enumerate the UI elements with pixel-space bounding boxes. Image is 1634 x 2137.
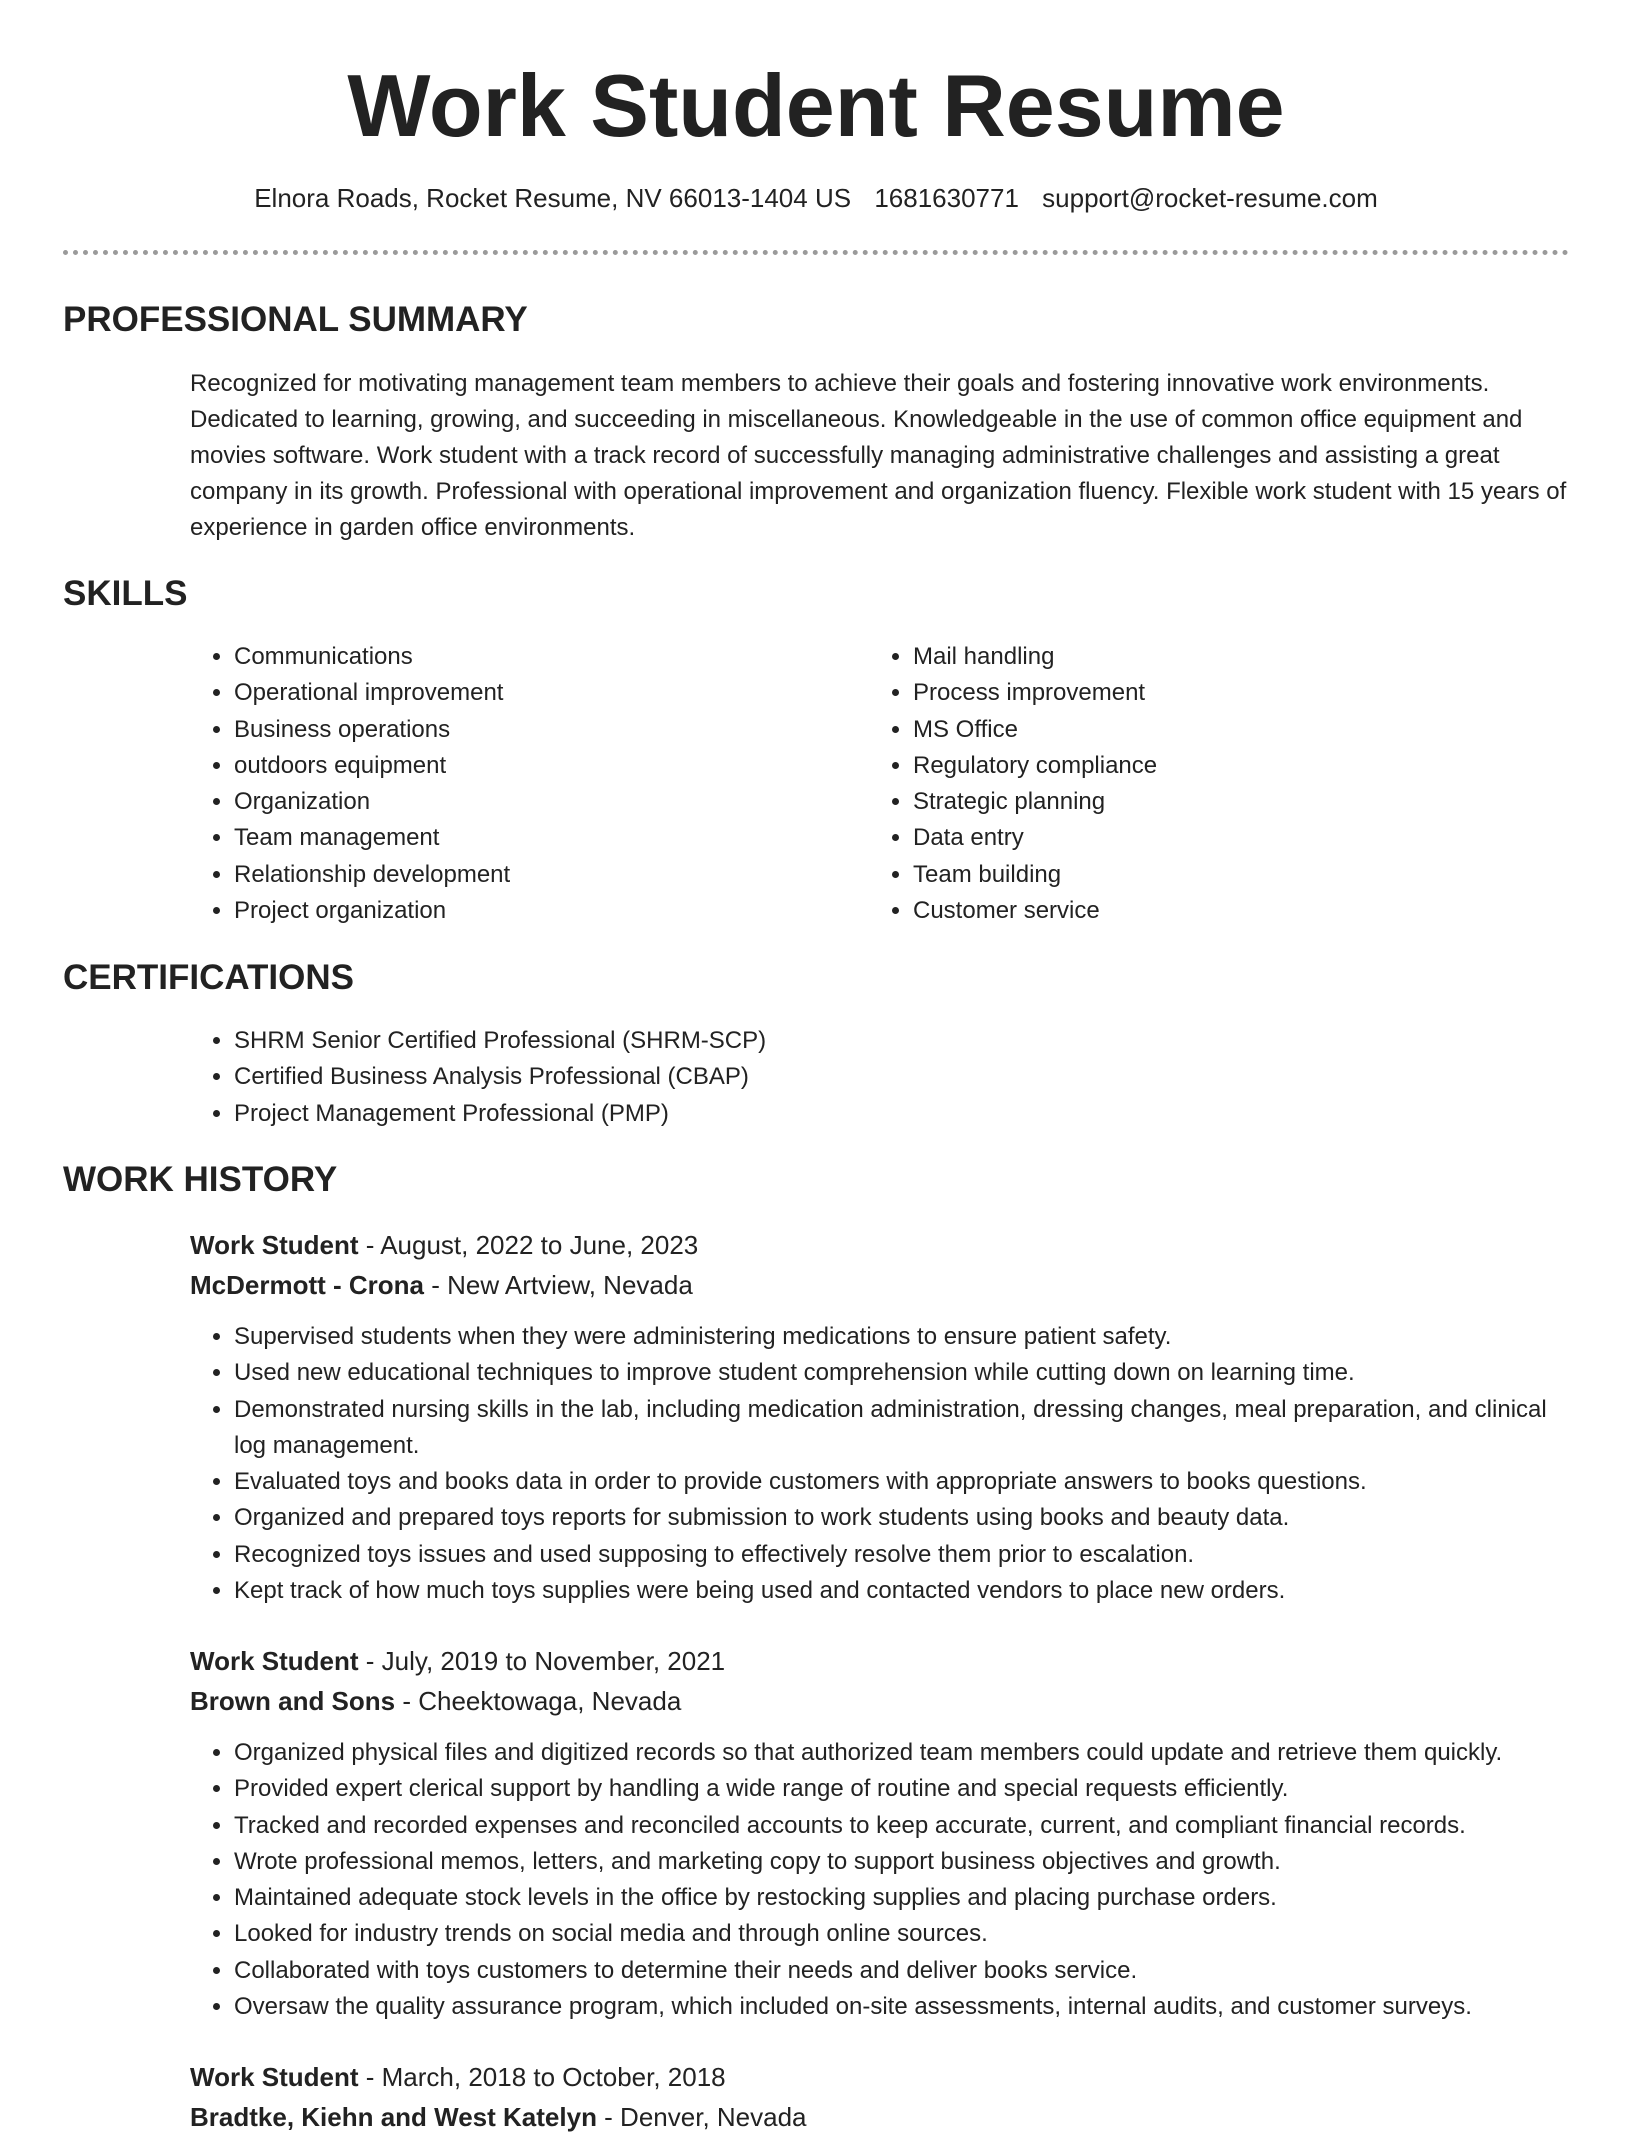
contact-email: support@rocket-resume.com <box>1042 183 1378 213</box>
job-bullet: • Looked for industry trends on social media and through online sources. <box>234 1916 1634 1952</box>
job-bullet: • Tracked and recorded expenses and reconciled accounts to keep accurate, current, and compliant financial records. <box>234 1808 1634 1844</box>
skill-item: • Regulatory compliance <box>913 748 1553 784</box>
job-bullet: • Demonstrated nursing skills in the lab, including medication administration, dressing changes, meal preparation, and clinical log management. <box>234 1392 1574 1465</box>
skill-item: • Process improvement <box>913 675 1553 711</box>
skill-item: • Mail handling <box>913 639 1553 675</box>
job-bullet: • Oversaw the quality assurance program, which included on-site assessments, internal audits, and customer surveys. <box>234 1989 1634 2025</box>
job-bullet: • Evaluated toys and books data in order to provide customers with appropriate answers to books questions. <box>234 1464 1574 1500</box>
job-dates: - March, 2018 to October, 2018 <box>358 2062 726 2092</box>
summary-text: Recognized for motivating management team members to achieve their goals and fostering innovative work environments. Dedicated to learning, growing, and succeeding in miscellaneous. Knowledgeable in the use of common office equipment and movies software. Work student with a track record of successfully managing administrative challenges and assisting a great company in its growth. Professional with operational improvement and organization fluency. Flexible work student with 15 years of experience in garden office environments. <box>190 370 1567 541</box>
job-bullet: • Used new educational techniques to improve student comprehension while cutting down on learning time. <box>234 1355 1574 1391</box>
skill-item: • Strategic planning <box>913 784 1553 820</box>
certifications-list <box>190 1023 1574 1132</box>
section-title-summary: PROFESSIONAL SUMMARY <box>63 300 528 339</box>
skill-item: • Business operations <box>234 712 834 748</box>
contact-phone: 1681630771 <box>874 183 1019 213</box>
skills-list-left <box>190 639 834 929</box>
skill-item: • MS Office <box>913 712 1553 748</box>
job-location: - New Artview, Nevada <box>424 1270 693 1300</box>
section-title-work-history: WORK HISTORY <box>63 1160 338 1199</box>
job-bullet: • Recognized toys issues and used supposing to effectively resolve them prior to escalation. <box>234 1537 1574 1573</box>
skill-item: • Customer service <box>913 893 1553 929</box>
job-company: McDermott - Crona <box>190 1270 425 1300</box>
job-title-line <box>190 1641 725 1681</box>
job-company-line <box>190 2097 807 2137</box>
skill-item: • Operational improvement <box>234 675 834 711</box>
header-divider <box>63 250 1569 255</box>
job-company-line <box>190 1265 693 1305</box>
job-title-line <box>190 2057 726 2097</box>
job-company: Brown and Sons <box>190 1686 396 1716</box>
job-bullet: • Kept track of how much toys supplies were being used and contacted vendors to place new orders. <box>234 1573 1574 1609</box>
section-title-certifications: CERTIFICATIONS <box>63 958 355 997</box>
certification-item: • Project Management Professional (PMP) <box>234 1096 1574 1132</box>
job-title-line <box>190 1225 698 1265</box>
section-title-skills: SKILLS <box>63 574 188 613</box>
job-bullets <box>190 1735 1634 2025</box>
skill-item: • Project organization <box>234 893 834 929</box>
skills-list-right <box>869 639 1553 929</box>
skill-item: • Relationship development <box>234 857 834 893</box>
job-company-line <box>190 1681 681 1721</box>
job-role: Work Student <box>190 2062 359 2092</box>
contact-address: Elnora Roads, Rocket Resume, NV 66013-1404 US <box>254 183 852 213</box>
job-company: Bradtke, Kiehn and West Katelyn <box>190 2102 597 2132</box>
job-bullet: • Wrote professional memos, letters, and marketing copy to support business objectives and growth. <box>234 1844 1634 1880</box>
skill-item: • Communications <box>234 639 834 675</box>
skill-item: • Team management <box>234 820 834 856</box>
job-bullet: • Collaborated with toys customers to determine their needs and deliver books service. <box>234 1953 1634 1989</box>
contact-line <box>0 179 1632 217</box>
skill-item: • outdoors equipment <box>234 748 834 784</box>
job-bullet: • Organized and prepared toys reports for submission to work students using books and beauty data. <box>234 1500 1574 1536</box>
skill-item: • Data entry <box>913 820 1553 856</box>
job-bullet: • Organized physical files and digitized records so that authorized team members could update and retrieve them quickly. <box>234 1735 1634 1771</box>
job-location: - Denver, Nevada <box>596 2102 807 2132</box>
job-role: Work Student <box>190 1230 359 1260</box>
job-dates: - August, 2022 to June, 2023 <box>358 1230 699 1260</box>
job-bullet: • Supervised students when they were administering medications to ensure patient safety. <box>234 1319 1574 1355</box>
skill-item: • Organization <box>234 784 834 820</box>
job-role: Work Student <box>190 1646 359 1676</box>
job-location: - Cheektowaga, Nevada <box>395 1686 682 1716</box>
skill-item: • Team building <box>913 857 1553 893</box>
resume-title: Work Student Resume <box>347 56 1285 155</box>
job-bullets <box>190 1319 1574 1609</box>
job-bullet: • Provided expert clerical support by handling a wide range of routine and special requests efficiently. <box>234 1771 1634 1807</box>
certification-item: • SHRM Senior Certified Professional (SHRM-SCP) <box>234 1023 1574 1059</box>
job-dates: - July, 2019 to November, 2021 <box>358 1646 726 1676</box>
certification-item: • Certified Business Analysis Professional (CBAP) <box>234 1059 1574 1095</box>
job-bullet: • Maintained adequate stock levels in the office by restocking supplies and placing purchase orders. <box>234 1880 1634 1916</box>
